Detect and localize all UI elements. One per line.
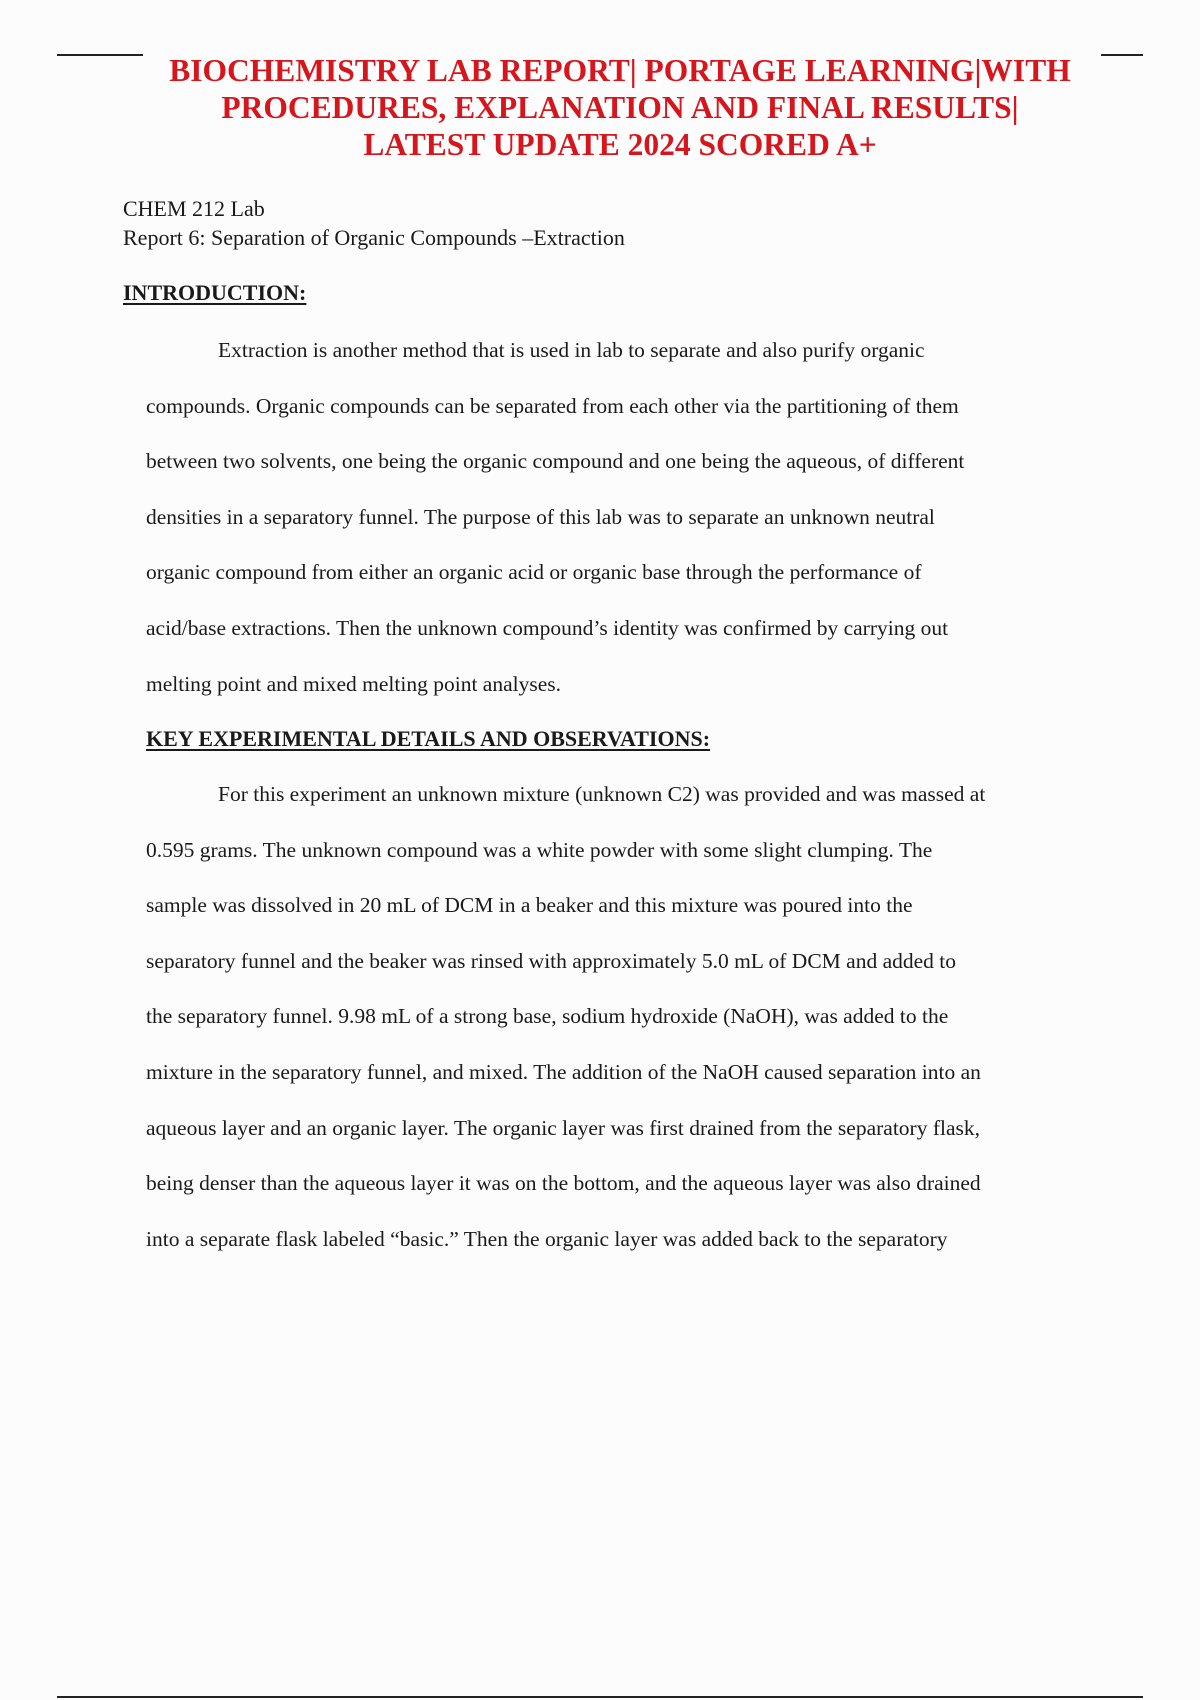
paragraph-line: sample was dissolved in 20 mL of DCM in a beaker and this mixture was poured into the [146,893,913,918]
key-details-heading: KEY EXPERIMENTAL DETAILS AND OBSERVATIONS: [146,726,711,751]
title-line: PROCEDURES, EXPLANATION AND FINAL RESULTS| [221,90,1019,125]
paragraph-line: acid/base extractions. Then the unknown compound’s identity was confirmed by carrying out [146,615,949,640]
course-info [123,194,625,252]
title-line: BIOCHEMISTRY LAB REPORT| PORTAGE LEARNING|WITH [169,53,1071,88]
report-name: Report 6: Separation of Organic Compounds –Extraction [123,225,625,250]
title-line: LATEST UPDATE 2024 SCORED A+ [363,127,877,162]
introduction-heading: INTRODUCTION: [123,280,307,305]
paragraph-line: For this experiment an unknown mixture (unknown C2) was provided and was massed at [218,782,986,806]
paragraph-line: mixture in the separatory funnel, and mixed. The addition of the NaOH caused separation into an [146,1059,981,1084]
paragraph-line: the separatory funnel. 9.98 mL of a strong base, sodium hydroxide (NaOH), was added to the [146,1004,949,1029]
paragraph-line: Extraction is another method that is used in lab to separate and also purify organic [218,338,925,362]
paragraph-line: melting point and mixed melting point analyses. [146,671,562,696]
paragraph-line: being denser than the aqueous layer it was on the bottom, and the aqueous layer was also drained [146,1171,981,1196]
footer-rule [57,1696,1143,1698]
paragraph-line: compounds. Organic compounds can be separated from each other via the partitioning of them [146,393,959,418]
paragraph-line: aqueous layer and an organic layer. The organic layer was first drained from the separatory flask, [146,1115,981,1140]
introduction-paragraph [146,323,1096,712]
course-name: CHEM 212 Lab [123,196,265,221]
paragraph-line: between two solvents, one being the organic compound and one being the aqueous, of different [146,449,965,474]
paragraph-line: into a separate flask labeled “basic.” Then the organic layer was added back to the separatory [146,1226,948,1251]
key-details-paragraph [146,767,1096,1267]
paragraph-line: densities in a separatory funnel. The purpose of this lab was to separate an unknown neutral [146,504,935,529]
paragraph-line: separatory funnel and the beaker was rinsed with approximately 5.0 mL of DCM and added to [146,948,956,973]
paragraph-line: 0.595 grams. The unknown compound was a white powder with some slight clumping. The [146,837,933,862]
paragraph-line: organic compound from either an organic acid or organic base through the performance of [146,560,922,585]
document-title [100,52,1140,163]
